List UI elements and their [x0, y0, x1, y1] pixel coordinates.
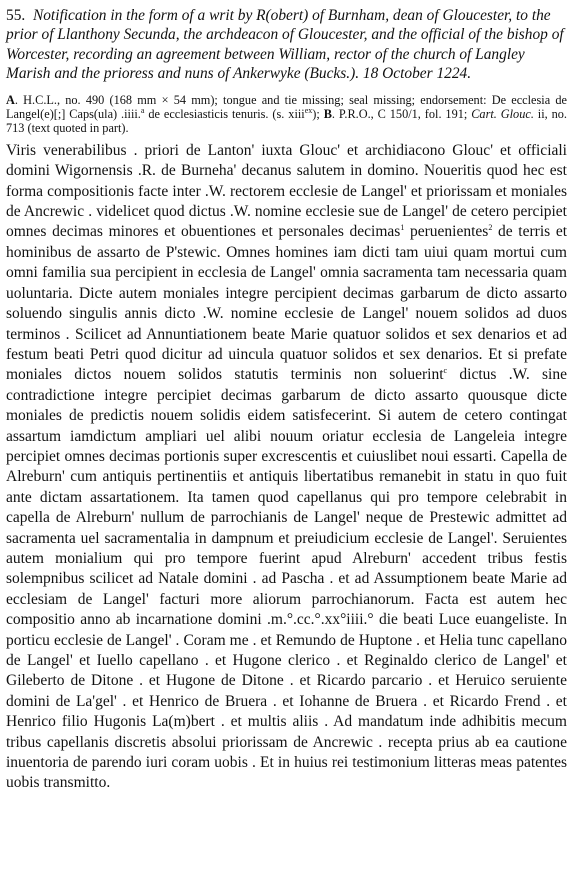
textual-apparatus	[6, 93, 567, 136]
charter-text-part-4: dictus .W. sine contradictione integre percipiet decimas garbarum de dicto assarto quousque dicte moniales de predictis nouem solidis eidem satisfecerint. Si autem de cetero contingat assartum iamdictum ampliari uel alibi nouum oriatur ecclesia de Langeleia integre percipiet omnes decimas portionis super excrescentis et cuiuslibet noui essarti. Capella de Alreburn' cum antiquis pertinentiis et antiquis libertatibus remanebit in statu in quo fuit ante dictam assartationem. Ita tamen quod capellanus qui pro tempore celebrabit in capella de Alreburn' nullum de parrochianis de Langel' neque de Prestewic admittet ad sacramenta uel sacramentalia in dampnum et preiudicium ecclesie de Langel'. Seruientes autem monialium qui pro tempore fuerint apud Alreburn' accedent tribus festis solempnibus scilicet ad Natale domini . ad Pascha . et ad Assumptionem beate Marie ad ecclesiam de Langel' facturi more aliorum parrochianorum. Facta est autem hec compositio anno ab incarnatione domini .m.°.cc.°.xx°iiii.° die beati Luce euangeliste. In porticu ecclesie de Langel' . Coram me . et Remundo de Huptone . et Helia tunc capellano de Langel' et Iuello capellano . et Hugone clerico . et Reginaldo clerico de Langel' et Gileberto de Ditone . et Hugone de Ditone . et Ricardo parcario . et Heruico seruiente domini de La'gel' . et Henrico de Bruera . et Iohanne de Bruera . et Ricardo Frend . et Henrico filio Hugonis La(m)bert . et multis aliis . Ad mandatum inde adhibitis mecum tribus capellanis discretis absolui priorissam de Ancrewic . recepta prius ab ea cautione inuentoria de parendo iuri coram uobis . Et in huius rei testimonium litteras meas patentes uobis transmitto.	[6, 366, 567, 792]
footnote-marker-1: 1	[400, 223, 405, 233]
apparatus-a-text: . H.C.L., no. 490 (168 mm × 54 mm); tongue and tie missing; seal missing; endorsement: De ecclesia de Langel(e)[;] Caps(ula) .iiii.	[6, 92, 567, 122]
apparatus-a-text-3: );	[312, 107, 324, 122]
century-suffix: ex	[304, 105, 313, 115]
charter-title: Notification in the form of a writ by R(obert) of Burnham, dean of Gloucester, to the prior of Llanthony Secunda, the archdeacon of Gloucester, and the official of the bishop of Worcester, recording an agreement between William, rector of the church of Langley Marish and the prioress and nuns of Ankerwyke (Bucks.). 18 October 1224.	[6, 7, 564, 83]
charter-text-part-3: de terris et hominibus de assarto de P'stewic. Omnes homines iam dicti tam uiui quam mortui cum omni familia sua percipient in ecclesia de Langel' omnia sacramenta tam necessaria quam uoluntaria. Dicte autem moniales integre percipient decimas garbarum de dicto assarto soluendo singulis annis dicto .W. nomine ecclesie de Langel' nouem solidos ad duos terminos . Scilicet ad Annuntiationem beate Marie quatuor solidos et sex denarios et ad festum beati Petri quod dicitur ad uincula quatuor solidos et sex denarios. Et si prefate moniales dictos nouem solidos statutis terminis non soluerint	[6, 223, 568, 384]
cartulary-title: Cart. Glouc.	[471, 107, 534, 122]
footnote-marker-2: 2	[488, 223, 493, 233]
apparatus-a-text-2: de ecclesiasticis tenuris. (s. xiii	[144, 107, 305, 122]
siglum-a: A	[6, 92, 15, 107]
charter-number: 55.	[6, 7, 26, 24]
charter-text-part-1: Viris venerabilibus . priori de Lanton' iuxta Glouc' et archidiacono Glouc' et officiali domini Wigornensis .R. de Burneha' decanus salutem in domino. Noueritis quod hec est forma compositionis facte inter .W. rectorem ecclesie de Langel' et priorissam et moniales de Ancrewic . videlicet quod dictus .W. nomine ecclesie sue de Langel' de cetero percipiet omnes decimas minores et obuentiones et personales decimas	[6, 141, 567, 241]
footnote-marker-a: a	[140, 105, 145, 115]
charter-heading	[6, 6, 567, 84]
apparatus-b-text: . P.R.O., C 150/1, fol. 191;	[331, 107, 472, 122]
charter-text-part-2: peruenientes	[404, 223, 489, 241]
footnote-marker-c: c	[443, 366, 448, 376]
charter-text	[6, 141, 567, 794]
apparatus-cart-text: ii, no. 713 (text quoted in part).	[6, 107, 568, 136]
siglum-b: B	[323, 107, 332, 122]
